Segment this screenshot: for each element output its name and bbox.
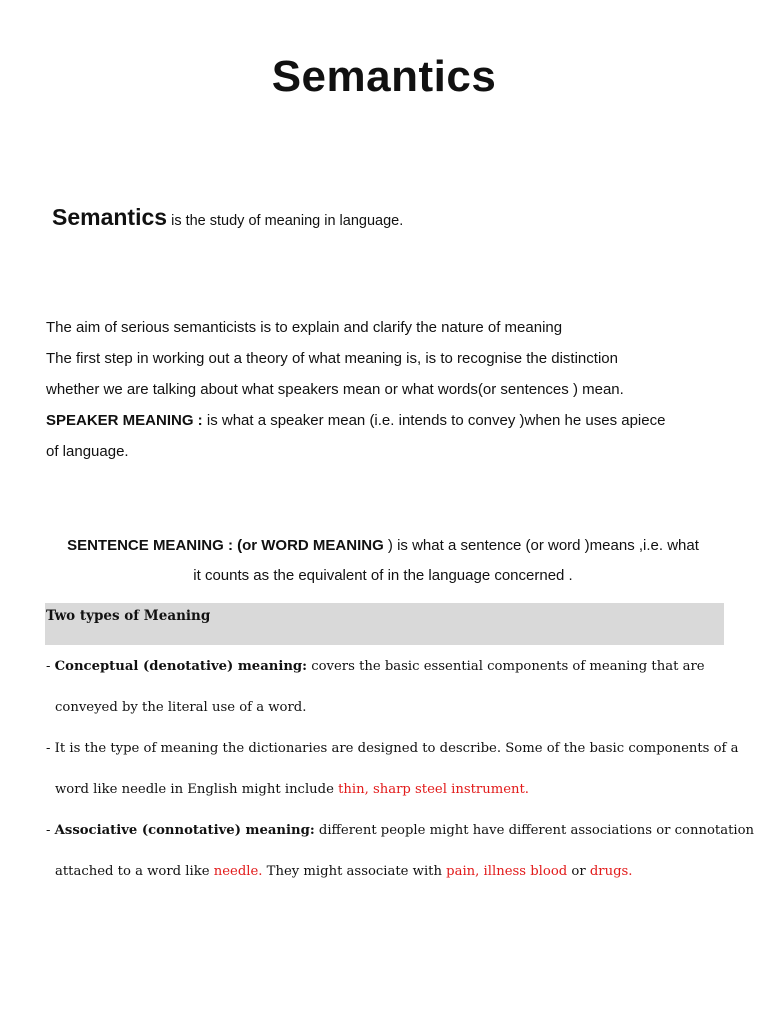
types-heading-band	[45, 603, 724, 645]
drugs-highlight: drugs.	[589, 864, 633, 879]
sentence-meaning-paragraph	[38, 531, 728, 591]
meaning-types-list	[46, 656, 755, 902]
associative-cont-text: attached to a word like	[55, 864, 214, 879]
sentence-meaning-text-1: ) is what a sentence (or word )means ,i.e. what	[383, 537, 699, 554]
dictionary-text: It is the type of meaning the dictionaries are designed to describe. Some of the basic components of a	[54, 741, 739, 756]
aim-line-2: The first step in working out a theory of what meaning is, is to recognise the distinction	[46, 350, 618, 367]
sentence-meaning-line-1	[38, 531, 728, 561]
needle-highlight: needle.	[213, 864, 263, 879]
list-item-associative	[46, 820, 755, 861]
list-item-dictionary-cont	[46, 779, 736, 820]
types-heading-text: Two types of Meaning	[46, 608, 211, 624]
list-item-conceptual	[46, 656, 736, 697]
associative-label: Associative (connotative) meaning:	[54, 823, 315, 838]
aim-paragraph	[46, 312, 726, 467]
needle-example-highlight: thin, sharp steel instrument.	[338, 782, 529, 797]
conceptual-label: Conceptual (denotative) meaning:	[54, 659, 308, 674]
associate-with-text: They might associate with	[262, 864, 447, 879]
sentence-meaning-label: SENTENCE MEANING : (or WORD MEANING	[67, 537, 384, 554]
bullet-dash: -	[46, 659, 55, 674]
speaker-meaning-line	[46, 405, 726, 436]
bullet-dash: -	[46, 741, 55, 756]
intro-text: is the study of meaning in language.	[167, 213, 404, 229]
list-item-associative-cont	[46, 861, 736, 902]
types-heading	[46, 608, 210, 624]
intro-paragraph	[52, 204, 403, 231]
speaker-meaning-label: SPEAKER MEANING :	[46, 412, 203, 429]
conceptual-text: covers the basic essential components of meaning that are	[307, 659, 705, 674]
pain-illness-highlight: pain, illness blood	[446, 864, 568, 879]
aim-line-1: The aim of serious semanticists is to explain and clarify the nature of meaning	[46, 319, 563, 336]
speaker-meaning-text: is what a speaker mean (i.e. intends to convey )when he uses apiece	[202, 412, 666, 429]
associative-text: different people might have different associations or connotation	[314, 823, 755, 838]
or-text: or	[567, 864, 590, 879]
list-item-conceptual-cont: conveyed by the literal use of a word.	[55, 700, 307, 715]
sentence-meaning-line-2: it counts as the equivalent of in the language concerned .	[193, 567, 573, 584]
aim-line-3: whether we are talking about what speakers mean or what words(or sentences ) mean.	[46, 381, 624, 398]
page-title: Semantics	[271, 52, 497, 101]
intro-term: Semantics	[52, 204, 168, 230]
bullet-dash: -	[46, 823, 55, 838]
needle-example-text: word like needle in English might include	[55, 782, 339, 797]
list-item-dictionary	[46, 738, 739, 779]
aim-line-5: of language.	[46, 443, 129, 460]
